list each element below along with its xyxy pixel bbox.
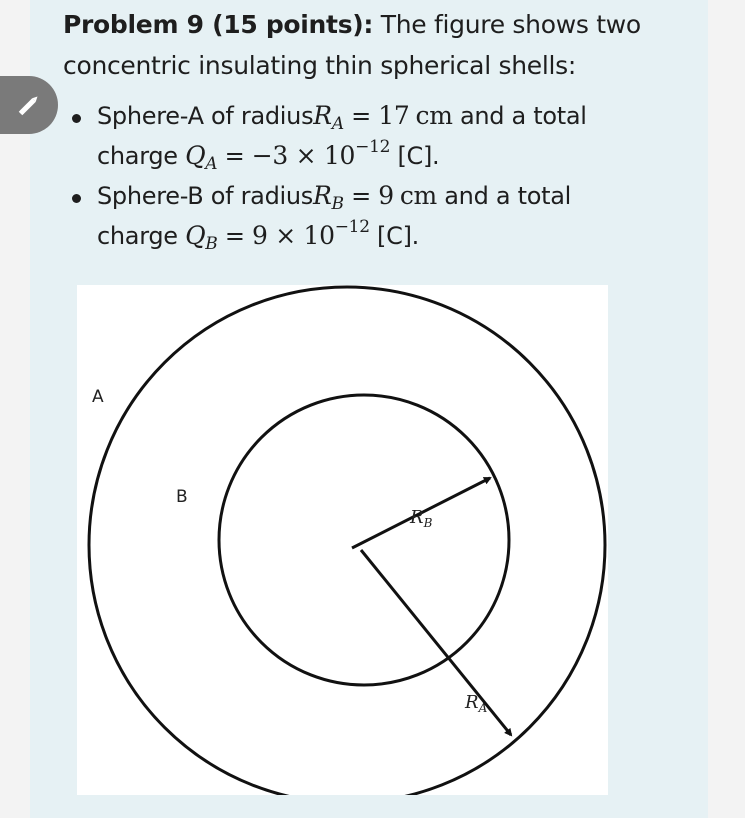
equals-sign: = [343, 182, 379, 210]
label-radius-a: $R_A$ [465, 692, 488, 715]
radius-unit: cm [399, 181, 437, 210]
radius-a-arrow [361, 550, 511, 735]
sphere-a-line1 [97, 101, 587, 134]
radius-symbol: R [313, 181, 332, 210]
sphere-b-tail: and a total [436, 182, 571, 210]
charge-exponent: −12 [355, 137, 391, 157]
inner-shell-b [219, 395, 509, 685]
radius-value: 9 [378, 181, 394, 210]
radius-subscript: B [331, 194, 344, 214]
shells-diagram [77, 285, 608, 795]
radius-unit: cm [415, 101, 453, 130]
sphere-a-text: Sphere-A of radius [97, 102, 314, 130]
charge-text: charge [97, 222, 186, 250]
bullet-dot [72, 194, 81, 203]
outer-shell-a [89, 287, 605, 795]
problem-number: Problem 9 (15 points): [63, 10, 374, 39]
sphere-a-tail: and a total [452, 102, 587, 130]
charge-symbol: Q [185, 141, 206, 170]
problem-title-line2: concentric insulating thin spherical shells: [63, 51, 576, 80]
sphere-b-line1 [97, 181, 571, 214]
edit-button[interactable] [0, 76, 58, 134]
sphere-b-line2: charge Q B = 9 × 10 −12 [C]. [97, 217, 419, 254]
charge-subscript: A [205, 154, 218, 174]
sphere-b-text: Sphere-B of radius [97, 182, 314, 210]
concentric-shells-figure [77, 285, 608, 795]
charge-value: 9 × 10 [251, 221, 335, 250]
charge-value: −3 × 10 [251, 141, 356, 170]
radius-value: 17 [378, 101, 410, 130]
label-sphere-a: A [92, 387, 104, 407]
charge-text: charge [97, 142, 186, 170]
problem-title [63, 10, 641, 39]
radius-subscript: A [331, 114, 344, 134]
equals-sign: = [343, 102, 379, 130]
problem-title-rest: The figure shows two [373, 10, 641, 39]
sphere-a-line2: charge Q A = −3 × 10 −12 [C]. [97, 137, 440, 174]
pencil-icon [15, 91, 43, 119]
radius-symbol: R [313, 101, 332, 130]
charge-unit: [C]. [369, 222, 419, 250]
label-sphere-b: B [176, 487, 188, 507]
charge-exponent: −12 [334, 217, 370, 237]
charge-subscript: B [205, 234, 218, 254]
charge-symbol: Q [185, 221, 206, 250]
bullet-dot [72, 114, 81, 123]
charge-unit: [C]. [390, 142, 440, 170]
label-radius-b: $R_B$ [410, 507, 433, 530]
